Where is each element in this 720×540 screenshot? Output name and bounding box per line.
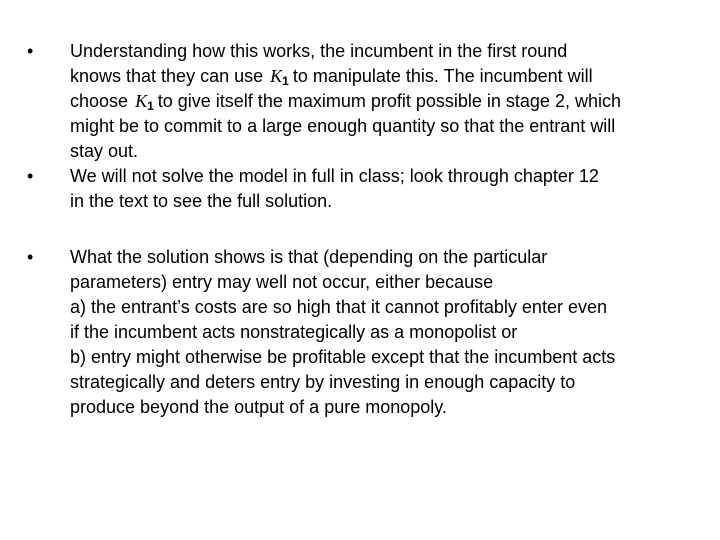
- bullet-2-line-2: in the text to see the full solution.: [70, 191, 333, 211]
- math-k: K: [270, 66, 283, 86]
- bullet-3-line-3: a) the entrant’s costs are so high that it cannot profitably enter even: [70, 297, 607, 317]
- bullet-marker: •: [27, 247, 34, 267]
- k1-math-symbol: [268, 64, 293, 89]
- bullet-1-line-2-text-a: knows that they can use: [70, 66, 264, 86]
- bullet-item-3: [27, 245, 690, 420]
- math-subscript: 1: [147, 99, 154, 113]
- bullet-1-line-3-text-a: choose: [70, 91, 129, 111]
- bullet-3-line-5: b) entry might otherwise be profitable except that the incumbent acts: [70, 347, 616, 367]
- bullet-1-line-3-text-b: to give itself the maximum profit possible in stage 2, which: [157, 91, 621, 111]
- math-k: K: [135, 91, 148, 111]
- bullet-3-line-4: if the incumbent acts nonstrategically as a monopolist or: [70, 322, 518, 342]
- bullet-marker: •: [27, 166, 34, 186]
- bullet-marker: •: [27, 41, 34, 61]
- bullet-3-line-2: parameters) entry may well not occur, either because: [70, 272, 494, 292]
- math-subscript: 1: [282, 74, 289, 88]
- bullet-item-2: [27, 164, 690, 214]
- bullet-3-line-7: produce beyond the output of a pure monopoly.: [70, 397, 447, 417]
- bullet-1-line-2-text-b: to manipulate this. The incumbent will: [292, 66, 593, 86]
- bullet-1-line-2: [70, 64, 690, 89]
- bullet-2-line-1: We will not solve the model in full in class; look through chapter 12: [70, 166, 599, 186]
- bullet-1-line-4: might be to commit to a large enough quantity so that the entrant will: [70, 116, 616, 136]
- bullet-1-line-3: [70, 89, 690, 114]
- bullet-3-line-1: What the solution shows is that (depending on the particular: [70, 247, 548, 267]
- bullet-3-line-6: strategically and deters entry by investing in enough capacity to: [70, 372, 576, 392]
- k1-math-symbol: [133, 89, 158, 114]
- bullet-1-line-5: stay out.: [70, 141, 139, 161]
- bullet-item-1: [27, 39, 690, 164]
- bullet-1-line-1: Understanding how this works, the incumbent in the first round: [70, 41, 568, 61]
